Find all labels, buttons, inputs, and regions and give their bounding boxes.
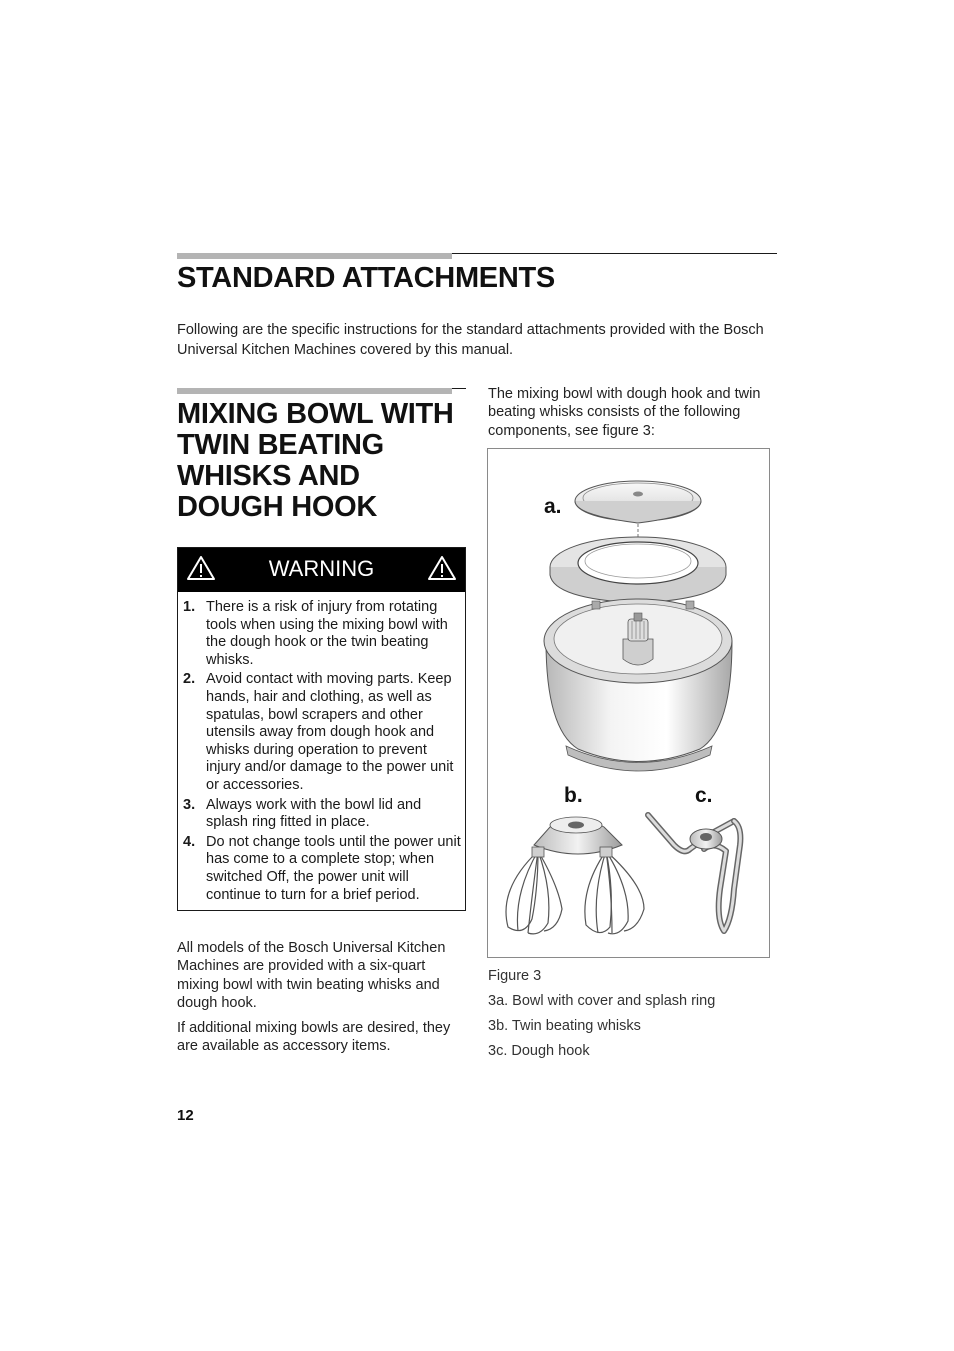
label-b: b.: [564, 784, 583, 807]
warning-item: [183, 797, 463, 832]
warning-title: WARNING: [268, 556, 375, 581]
figure-3: [487, 448, 770, 958]
warning-item-text: Always work with the bowl lid and splash ring fitted in place.: [206, 796, 422, 831]
page-title: STANDARD ATTACHMENTS: [177, 262, 555, 294]
label-a: a.: [544, 495, 562, 518]
warning-header: [178, 548, 465, 592]
warning-item-text: Avoid contact with moving parts. Keep hands, hair and clothing, as well as spatulas, bowl scrapers and other utensils away from dough hook and whisks during operation to prevent injury and/or damage to the power unit or accessories.: [206, 671, 454, 793]
warning-item-text: There is a risk of injury from rotating tools when using the mixing bowl with the dough hook or the twin beating whisks.: [206, 599, 448, 668]
page-number: 12: [177, 1107, 194, 1124]
warning-item-number: 3.: [183, 796, 196, 813]
figure-caption-title: Figure 3: [488, 968, 542, 984]
warning-item: [183, 834, 463, 904]
dough-hook: [648, 815, 740, 931]
section-title-line: DOUGH HOOK: [177, 491, 378, 523]
body-paragraph: If additional mixing bowls are desired, they are available as accessory items.: [177, 1020, 451, 1055]
section-title-line: TWIN BEATING: [177, 429, 384, 461]
components-intro: The mixing bowl with dough hook and twin beating whisks consists of the following components, see figure 3:: [488, 386, 761, 439]
warning-item-number: 1.: [183, 599, 196, 615]
splash-ring: [550, 537, 726, 603]
warning-list: [183, 599, 463, 906]
heading-rule-accent: [177, 253, 452, 259]
section-title: [177, 399, 477, 523]
mixing-bowl: [544, 599, 732, 771]
figure-caption-item: 3a. Bowl with cover and splash ring: [488, 993, 716, 1009]
warning-box: [177, 547, 466, 911]
figure-illustration: [488, 449, 771, 959]
warning-item-number: 2.: [183, 671, 196, 688]
section-rule-accent: [177, 388, 452, 394]
bowl-lid: [575, 481, 701, 523]
figure-caption-item: 3c. Dough hook: [488, 1043, 590, 1059]
warning-triangle-icon: [427, 554, 457, 582]
warning-item-number: 4.: [183, 833, 196, 850]
section-title-line: MIXING BOWL WITH: [177, 398, 454, 430]
figure-caption-item: 3b. Twin beating whisks: [488, 1018, 641, 1034]
warning-item: [183, 599, 463, 669]
twin-whisks: [506, 817, 644, 934]
label-c: c.: [695, 784, 713, 807]
heading-rule-line: [452, 253, 777, 254]
intro-paragraph: Following are the specific instructions for the standard attachments provided with the Bosch Universal Kitchen Machines covered by this manual.: [177, 322, 764, 358]
section-rule-line: [452, 388, 466, 389]
warning-item: [183, 671, 463, 794]
section-title-line: WHISKS AND: [177, 460, 360, 492]
body-paragraph: All models of the Bosch Universal Kitchen Machines are provided with a six-quart mixing bowl with twin beating whisks and dough hook.: [177, 940, 446, 1012]
warning-item-text: Do not change tools until the power unit has come to a complete stop; when switched Off, the power unit will continue to turn for a brief period.: [206, 833, 461, 903]
